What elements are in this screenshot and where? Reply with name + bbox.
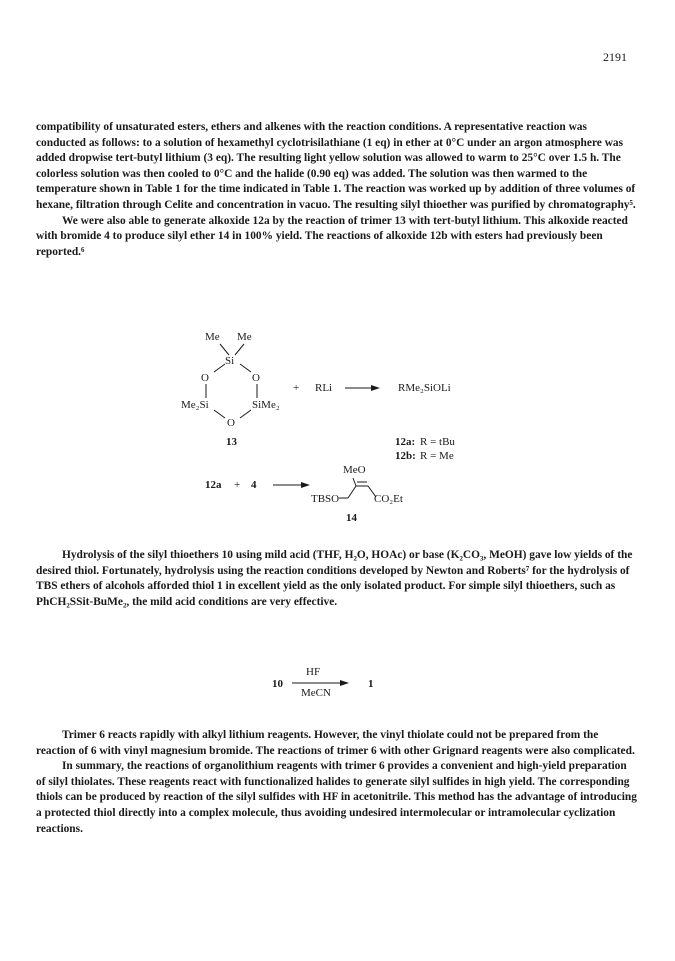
- reactant-10-label: 10: [272, 678, 283, 690]
- compound-12a-r: R = tBu: [420, 436, 455, 448]
- plus-sign-2: +: [234, 479, 241, 491]
- product-label: RMe₂SiOLi: [398, 382, 451, 394]
- bond-si-o-bottom-right: [240, 410, 251, 418]
- plus-sign: +: [293, 382, 300, 394]
- paragraph-3: Hydrolysis of the silyl thioethers 10 using mild acid (THF, H₂O, HOAc) or base (K₂CO₃, MeOH) gave low yields of the desired thiol. Fortunately, hydrolysis using the reaction conditions developed by Newton and Roberts⁷ for the hydrolysis of TBS ethers of alcohols afforded thiol 1 in excellent yield as the only isolated product. For simple silyl thioethers, such as PhCH₂SSit-BuMe₂, the mild acid conditions are very effective.: [36, 549, 633, 608]
- reagent-4-label: 4: [251, 479, 257, 491]
- paragraph-4: Trimer 6 reacts rapidly with alkyl lithium reagents. However, the vinyl thiolate could not be prepared from the reaction of 6 with vinyl magnesium bromide. The reactions of trimer 6 with other Grignard reagents were also complicated.: [36, 729, 635, 757]
- hf-reagent-label: HF: [306, 666, 321, 678]
- mecn-solvent-label: MeCN: [301, 687, 331, 699]
- bond-c-ch2: [348, 486, 356, 498]
- oxygen-right-label: O: [252, 372, 260, 384]
- bond-si-o-left: [214, 364, 225, 372]
- paragraph-5: In summary, the reactions of organolithium reagents with trimer 6 provides a convenient and high-yield preparation of silyl thiolates. These reagents react with functionalized halides to generate silyl sulfides in high yield. The corresponding thiols can be produced by reaction of the silyl sulfides with HF in acetonitrile. This method has the advantage of introducing a protected thiol directly into a complex molecule, thus avoiding undesired intermolecular or intramolecular cyclization reactions.: [36, 760, 637, 835]
- product-1-label: 1: [368, 678, 374, 690]
- text-block-middle: [36, 548, 639, 610]
- methyl-right-label: Me: [237, 331, 252, 343]
- reaction-arrow-2-head: [301, 482, 310, 488]
- dimethylsilyl-left-label: Me₂Si: [181, 399, 209, 411]
- ester-label: CO₂Et: [374, 493, 403, 505]
- bond-si-o-right: [240, 364, 251, 372]
- compound-12b-label: 12b:: [395, 450, 416, 462]
- bond-me-si-right: [235, 344, 244, 355]
- reactant-12a-label: 12a: [205, 479, 222, 491]
- methoxy-label: MeO: [343, 464, 366, 476]
- paragraph-1: compatibility of unsaturated esters, ethers and alkenes with the reaction conditions. A representative reaction was conducted as follows: to a solution of hexamethyl cyclotrisilathiane (1 eq) in ether at 0°C under an argon atmosphere was added dropwise tert-butyl lithium (3 eq). The resulting light yellow solution was allowed to warm to 25°C over 1.5 h. The colorless solution was then cooled to 0°C and the halide (0.90 eq) was added. The solution was then warmed to the temperature shown in Table 1 for the time indicated in Table 1. The reaction was worked up by addition of three volumes of hexane, filtration through Celite and concentration in vacuo. The resulting silyl thioether was purified by chromatography⁵.: [36, 121, 636, 211]
- methyl-left-label: Me: [205, 331, 220, 343]
- tbso-label: TBSO: [311, 493, 340, 505]
- bond-me-si-left: [220, 344, 229, 355]
- bond-si-o-bottom-left: [214, 410, 225, 418]
- compound-14-label: 14: [346, 512, 357, 524]
- compound-13-label: 13: [226, 436, 237, 448]
- reagent-label: RLi: [315, 382, 333, 394]
- compound-12a-label: 12a:: [395, 436, 416, 448]
- text-block-bottom: [36, 728, 639, 837]
- oxygen-left-label: O: [201, 372, 209, 384]
- silicon-top-label: Si: [225, 355, 235, 367]
- dimethylsilyl-right-label: SiMe₂: [252, 399, 280, 411]
- page-number: 2191: [603, 50, 627, 64]
- compound-12b-r: R = Me: [420, 450, 454, 462]
- paragraph-2: We were also able to generate alkoxide 12a by the reaction of trimer 13 with tert-butyl lithium. This alkoxide reacted with bromide 4 to produce silyl ether 14 in 100% yield. The reactions of alkoxide 12b with esters had previously been reported.⁶: [36, 214, 628, 258]
- reaction-arrow-3-head: [340, 680, 349, 686]
- reaction-arrow-head: [371, 385, 380, 391]
- bond-meo-c: [353, 478, 356, 486]
- oxygen-bottom-label: O: [227, 417, 235, 429]
